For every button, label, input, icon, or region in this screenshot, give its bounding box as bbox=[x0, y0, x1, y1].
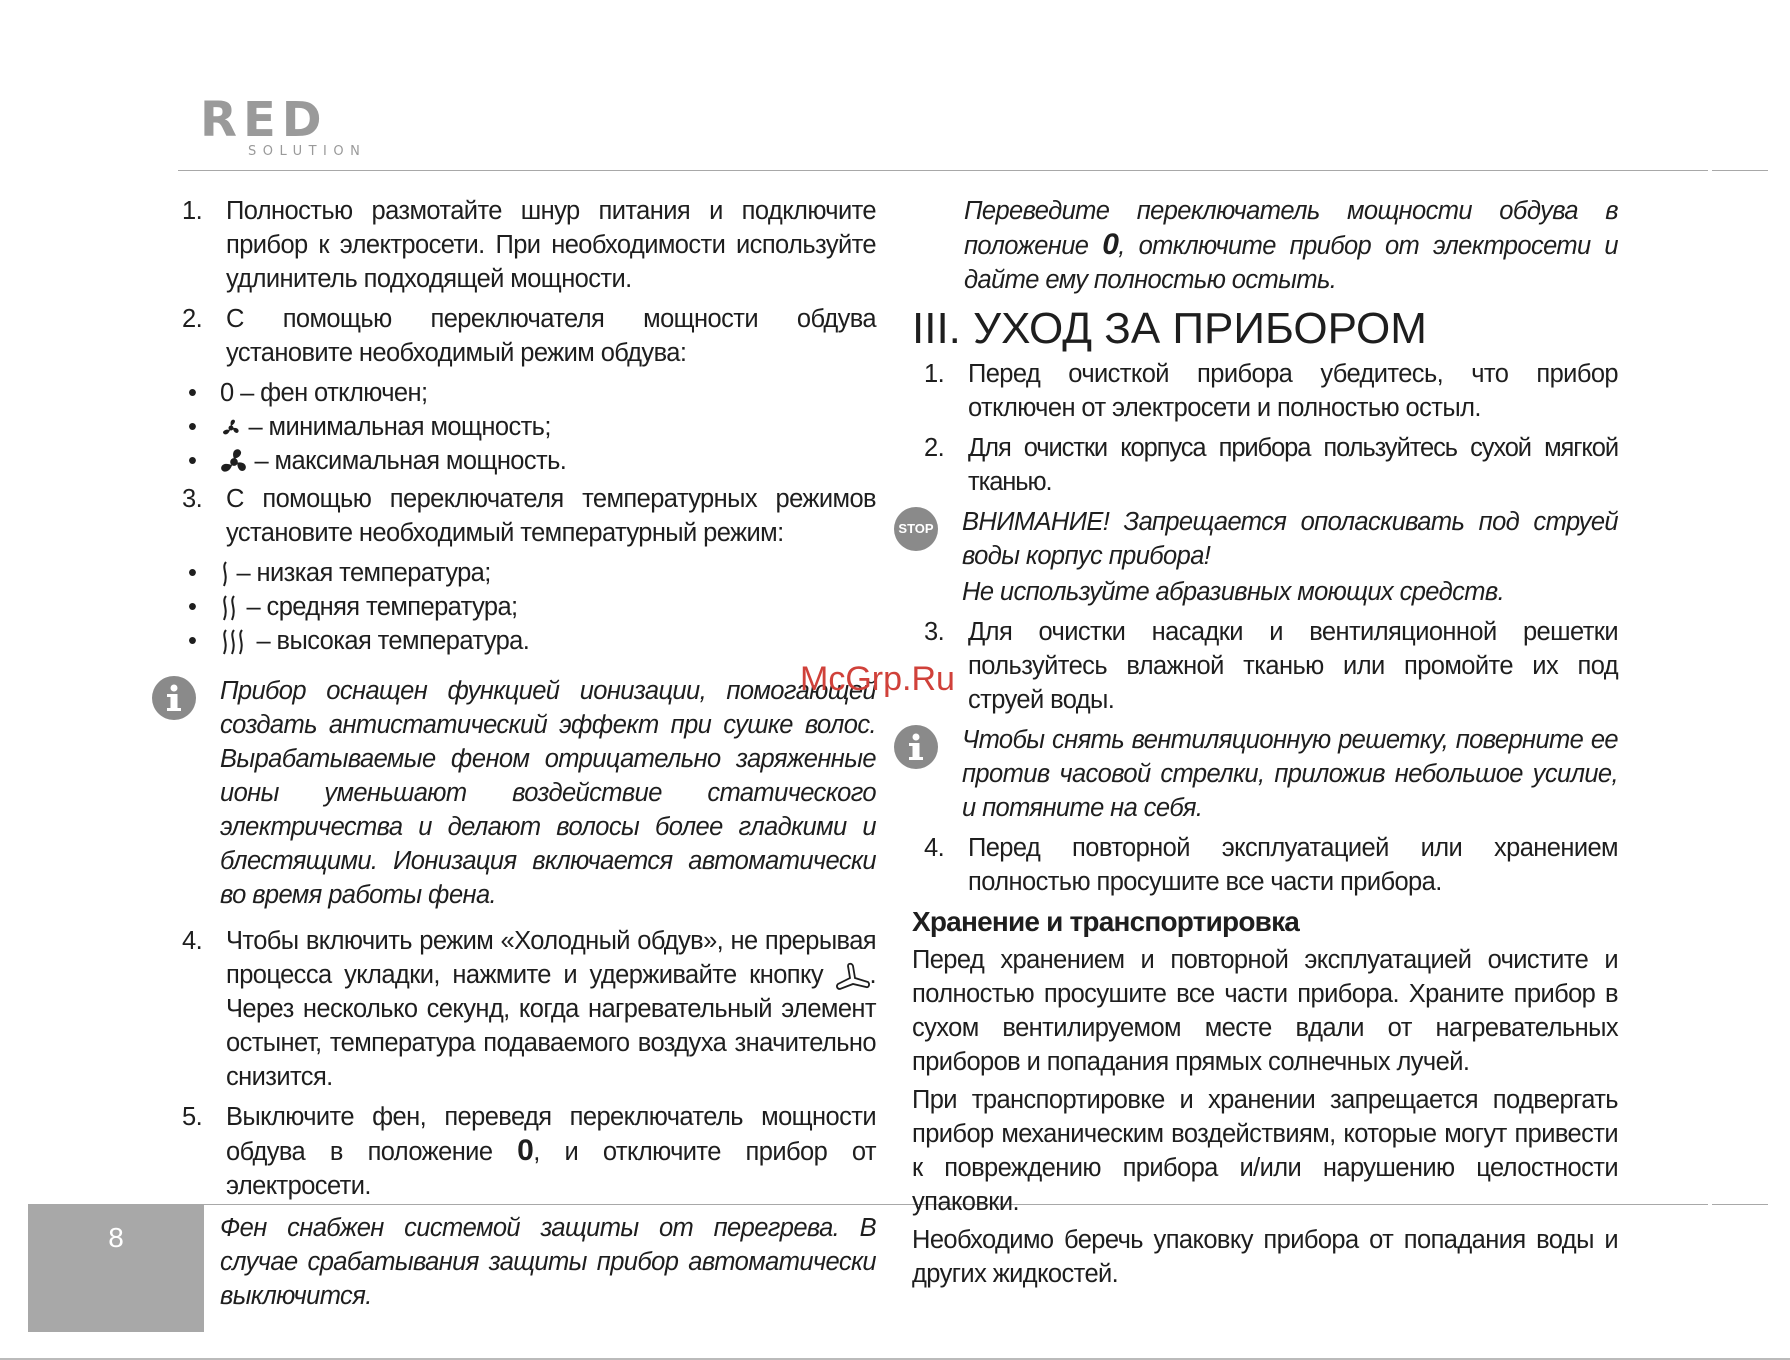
bullet-text: – максимальная мощность. bbox=[248, 447, 567, 475]
list-item bbox=[176, 482, 876, 550]
left-column bbox=[176, 194, 876, 1325]
intro-text bbox=[964, 194, 1618, 297]
paragraph: Перед хранением и повторной эксплуатацией очистите и полностью просушите все части прибора. Храните прибор в сухом вентилируемом месте вдали от нагревательных приборов и попадания прямых солнечных лучей. bbox=[912, 946, 1618, 1076]
list-number: 1. bbox=[182, 197, 203, 225]
bullet-text: – минимальная мощность; bbox=[242, 413, 551, 441]
list-item bbox=[918, 357, 1618, 425]
note-text: Чтобы снять вентиляционную решетку, поверните ее против часовой стрелки, приложив небольшое усилие, и потяните на себя. bbox=[962, 726, 1618, 822]
fan-high-icon bbox=[220, 448, 248, 476]
warning-note bbox=[894, 505, 1618, 609]
bullet-mark: • bbox=[188, 593, 197, 621]
bullet-mark: • bbox=[188, 627, 197, 655]
list-item bbox=[918, 431, 1618, 499]
bottom-rule-right bbox=[1712, 1204, 1768, 1205]
list-item bbox=[176, 302, 876, 370]
page-number-box bbox=[28, 1204, 204, 1332]
list-text: Полностью размотайте шнур питания и подключите прибор к электросети. При необходимости используйте удлинитель подходящей мощности. bbox=[226, 197, 876, 293]
bullet-item bbox=[188, 590, 876, 624]
cold-air-button-icon bbox=[836, 962, 870, 990]
info-note bbox=[152, 674, 876, 912]
bullet-mark: • bbox=[188, 413, 197, 441]
list-item bbox=[176, 924, 876, 1094]
bullet-mark: • bbox=[188, 559, 197, 587]
list-text: Чтобы включить режим «Холодный обдув», не прерывая процесса укладки, нажмите и удерживайте кнопку bbox=[226, 927, 876, 989]
stop-icon: STOP bbox=[894, 507, 938, 551]
list-item bbox=[176, 194, 876, 296]
bullet-item bbox=[188, 556, 876, 590]
top-rule-right bbox=[1712, 170, 1768, 171]
list-number: 4. bbox=[182, 927, 203, 955]
list-item bbox=[918, 831, 1618, 899]
note-text: Прибор оснащен функцией ионизации, помогающей создать антистатический эффект при сушке волос. Вырабатываемые феном отрицательно заряженные ионы уменьшают воздействие статического электричества и делают волосы более гладкими и блестящими. Ионизация включается автоматически во время работы фена. bbox=[220, 677, 876, 909]
list-text: Перед очисткой прибора убедитесь, что прибор отключен от электросети и полностью остыл. bbox=[968, 360, 1618, 422]
list-number: 2. bbox=[924, 434, 945, 462]
intro-text-a: Переведите переключатель мощности обдува в положение bbox=[964, 197, 1618, 260]
list-text-cont: , и отключите прибор от электросети. bbox=[226, 1138, 877, 1200]
bullet-mark: • bbox=[188, 447, 197, 475]
list-number: 4. bbox=[924, 834, 945, 862]
watermark: McGrp.Ru bbox=[800, 660, 955, 698]
bullet-item bbox=[188, 376, 876, 410]
info-icon bbox=[894, 725, 938, 769]
info-note bbox=[152, 1211, 876, 1313]
list-text: Перед повторной эксплуатацией или хранением полностью просушите все части прибора. bbox=[968, 834, 1618, 896]
list-number: 3. bbox=[924, 618, 945, 646]
bullet-item bbox=[188, 444, 876, 478]
brand-logo bbox=[200, 92, 400, 160]
paragraph: При транспортировке и хранении запрещается подвергать прибор механическим воздействиям, которые могут привести к повреждению прибора и/или нарушению целостности упаковки. bbox=[912, 1086, 1618, 1216]
warning-text: ВНИМАНИЕ! Запрещается ополаскивать под струей воды корпус прибора! bbox=[962, 508, 1618, 570]
bullet-mark: • bbox=[188, 379, 197, 407]
note-text: Фен снабжен системой защиты от перегрева. В случае срабатывания защиты прибор автоматически выключится. bbox=[220, 1214, 876, 1310]
paragraph: Необходимо беречь упаковку прибора от попадания воды и других жидкостей. bbox=[912, 1226, 1618, 1288]
bullet-item bbox=[188, 624, 876, 658]
list-number: 3. bbox=[182, 485, 203, 513]
list-number: 5. bbox=[182, 1103, 203, 1131]
page-number: 8 bbox=[108, 1222, 124, 1253]
list-text: Выключите фен, переведя переключатель мощности обдува в положение bbox=[226, 1103, 876, 1166]
logo-subtitle: SOLUTION bbox=[248, 144, 367, 159]
info-note bbox=[894, 723, 1618, 825]
info-icon bbox=[152, 676, 196, 720]
bullet-text: 0 – фен отключен; bbox=[220, 379, 428, 407]
warning-text-2: Не используйте абразивных моющих средств. bbox=[962, 578, 1505, 606]
heat-high-icon bbox=[220, 628, 250, 656]
right-column bbox=[898, 194, 1618, 1295]
intro-text-b: , отключите прибор от электросети и дайте ему полностью остыть. bbox=[964, 232, 1618, 294]
logo-brand: RED bbox=[200, 92, 328, 148]
heat-low-icon bbox=[220, 560, 230, 588]
list-number: 1. bbox=[924, 360, 945, 388]
list-text: Для очистки насадки и вентиляционной решетки пользуйтесь влажной тканью или промойте их под струей воды. bbox=[968, 618, 1618, 714]
list-text: Для очистки корпуса прибора пользуйтесь сухой мягкой тканью. bbox=[968, 434, 1618, 496]
list-text: С помощью переключателя мощности обдува установите необходимый режим обдува: bbox=[226, 305, 876, 367]
section-heading: III. УХОД ЗА ПРИБОРОМ bbox=[912, 304, 1427, 353]
bullet-text: – средняя температура; bbox=[240, 593, 518, 621]
zero-position: 0 bbox=[517, 1134, 534, 1167]
list-number: 2. bbox=[182, 305, 203, 333]
zero-position: 0 bbox=[1102, 228, 1119, 261]
bullet-text: – низкая температура; bbox=[230, 559, 491, 587]
fan-low-icon bbox=[220, 417, 242, 439]
subheading: Хранение и транспортировка bbox=[912, 906, 1300, 937]
list-item bbox=[918, 615, 1618, 717]
heat-medium-icon bbox=[220, 594, 240, 622]
list-text: С помощью переключателя температурных режимов установите необходимый температурный режим: bbox=[226, 485, 876, 547]
bullet-text: – высокая температура. bbox=[250, 627, 530, 655]
bullet-item bbox=[188, 410, 876, 444]
list-item bbox=[176, 1100, 876, 1203]
list-text-cont: . Через несколько секунд, когда нагревательный элемент остынет, температура подаваемого воздуха значительно снизится. bbox=[226, 961, 876, 1091]
top-rule bbox=[178, 170, 1708, 171]
